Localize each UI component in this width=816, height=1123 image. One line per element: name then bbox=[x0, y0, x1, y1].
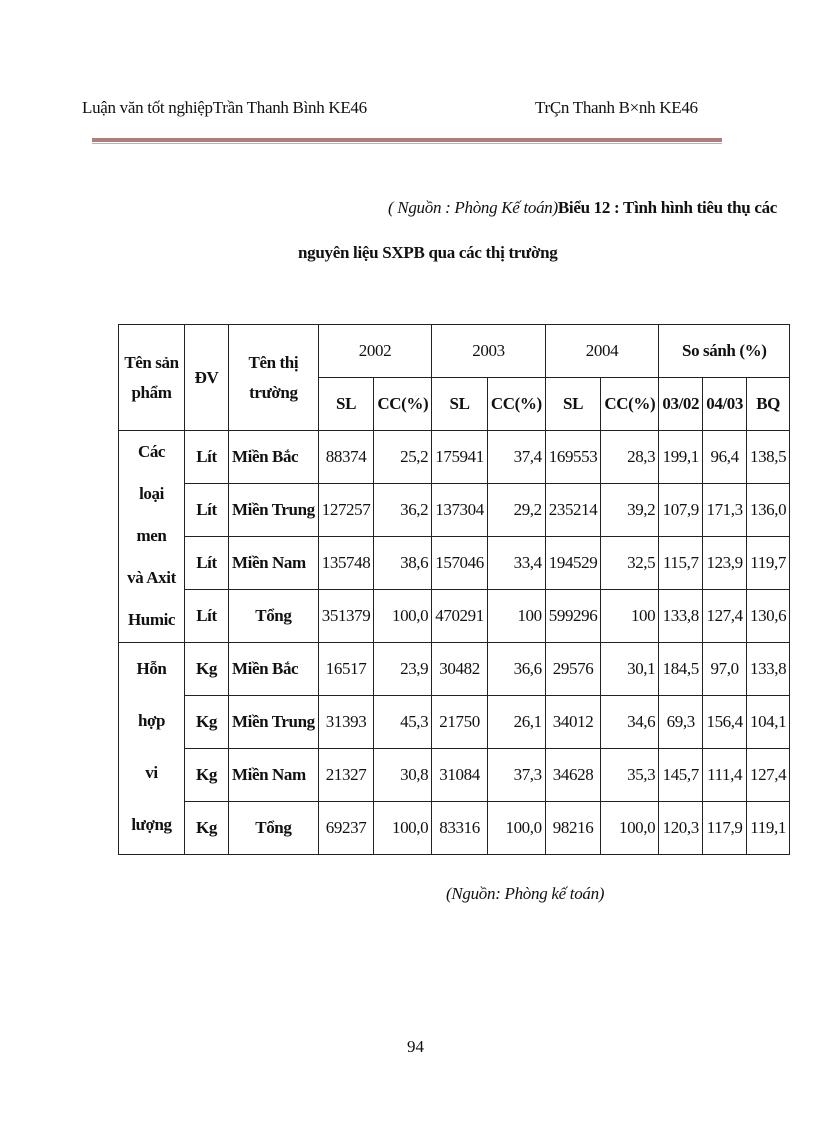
value-cell: 171,3 bbox=[703, 484, 747, 537]
value-cell: 145,7 bbox=[659, 749, 703, 802]
market-cell: Tổng bbox=[229, 590, 319, 643]
value-cell: 127,4 bbox=[703, 590, 747, 643]
value-cell: 100,0 bbox=[374, 802, 432, 855]
value-cell: 36,2 bbox=[374, 484, 432, 537]
value-cell: 138,5 bbox=[746, 431, 789, 484]
unit-cell: Kg bbox=[185, 643, 229, 696]
value-cell: 194529 bbox=[545, 537, 601, 590]
value-cell: 133,8 bbox=[746, 643, 789, 696]
value-cell: 133,8 bbox=[659, 590, 703, 643]
market-cell: Miền Bắc bbox=[229, 643, 319, 696]
unit-cell: Kg bbox=[185, 749, 229, 802]
product-name-line: vi bbox=[145, 763, 158, 782]
table-row bbox=[119, 696, 790, 749]
value-cell: 98216 bbox=[545, 802, 601, 855]
sales-table bbox=[118, 324, 790, 855]
value-cell: 97,0 bbox=[703, 643, 747, 696]
value-cell: 30482 bbox=[432, 643, 488, 696]
header-sl-2002: SL bbox=[318, 378, 374, 431]
value-cell: 470291 bbox=[432, 590, 488, 643]
value-cell: 120,3 bbox=[659, 802, 703, 855]
caption-source: ( Nguồn : Phòng Kế toán) bbox=[388, 198, 558, 217]
value-cell: 30,1 bbox=[601, 643, 659, 696]
product-name-line: lượng bbox=[131, 815, 172, 834]
product-name-line: Humic bbox=[127, 610, 176, 629]
market-cell: Miền Nam bbox=[229, 749, 319, 802]
product-name-line: loại bbox=[139, 484, 164, 503]
product-name-line: Hỗn bbox=[136, 659, 167, 678]
value-cell: 169553 bbox=[545, 431, 601, 484]
unit-cell: Kg bbox=[185, 696, 229, 749]
unit-cell: Lít bbox=[185, 484, 229, 537]
value-cell: 100,0 bbox=[374, 590, 432, 643]
product-group-name bbox=[119, 643, 185, 855]
value-cell: 37,3 bbox=[487, 749, 545, 802]
value-cell: 117,9 bbox=[703, 802, 747, 855]
value-cell: 175941 bbox=[432, 431, 488, 484]
value-cell: 199,1 bbox=[659, 431, 703, 484]
value-cell: 100,0 bbox=[487, 802, 545, 855]
value-cell: 104,1 bbox=[746, 696, 789, 749]
header-unit: ĐV bbox=[185, 325, 229, 431]
market-cell: Miền Trung bbox=[229, 484, 319, 537]
table-row bbox=[119, 643, 790, 696]
value-cell: 119,1 bbox=[746, 802, 789, 855]
header-sl-2003: SL bbox=[432, 378, 488, 431]
table-row bbox=[119, 484, 790, 537]
market-cell: Tổng bbox=[229, 802, 319, 855]
value-cell: 100 bbox=[601, 590, 659, 643]
table-row bbox=[119, 431, 790, 484]
header-compare-bq: BQ bbox=[746, 378, 789, 431]
value-cell: 137304 bbox=[432, 484, 488, 537]
page-number: 94 bbox=[407, 1037, 424, 1056]
value-cell: 16517 bbox=[318, 643, 374, 696]
value-cell: 69,3 bbox=[659, 696, 703, 749]
value-cell: 100,0 bbox=[601, 802, 659, 855]
unit-cell: Kg bbox=[185, 802, 229, 855]
table-caption-line2: nguyên liệu SXPB qua các thị trường bbox=[298, 243, 558, 262]
value-cell: 29,2 bbox=[487, 484, 545, 537]
value-cell: 111,4 bbox=[703, 749, 747, 802]
value-cell: 69237 bbox=[318, 802, 374, 855]
header-year-2004: 2004 bbox=[545, 325, 659, 378]
value-cell: 28,3 bbox=[601, 431, 659, 484]
product-name-line: men bbox=[136, 526, 167, 545]
value-cell: 32,5 bbox=[601, 537, 659, 590]
table-row bbox=[119, 802, 790, 855]
product-name-line: Các bbox=[137, 442, 166, 461]
value-cell: 157046 bbox=[432, 537, 488, 590]
value-cell: 38,6 bbox=[374, 537, 432, 590]
header-product: Tên sản phẩm bbox=[119, 325, 185, 431]
value-cell: 156,4 bbox=[703, 696, 747, 749]
source-note: (Nguồn: Phòng kế toán) bbox=[446, 884, 605, 903]
value-cell: 100 bbox=[487, 590, 545, 643]
table-row bbox=[119, 537, 790, 590]
header-cc-2003: CC(%) bbox=[487, 378, 545, 431]
market-cell: Miền Bắc bbox=[229, 431, 319, 484]
value-cell: 21327 bbox=[318, 749, 374, 802]
value-cell: 136,0 bbox=[746, 484, 789, 537]
value-cell: 135748 bbox=[318, 537, 374, 590]
value-cell: 34,6 bbox=[601, 696, 659, 749]
header-compare-03-02: 03/02 bbox=[659, 378, 703, 431]
header-right-text: TrÇn Thanh B×nh KE46 bbox=[535, 98, 698, 117]
product-group-name bbox=[119, 431, 185, 643]
value-cell: 235214 bbox=[545, 484, 601, 537]
table-body bbox=[119, 431, 790, 855]
market-cell: Miền Trung bbox=[229, 696, 319, 749]
table-header-row-1 bbox=[119, 325, 790, 378]
value-cell: 127257 bbox=[318, 484, 374, 537]
value-cell: 31084 bbox=[432, 749, 488, 802]
value-cell: 33,4 bbox=[487, 537, 545, 590]
value-cell: 83316 bbox=[432, 802, 488, 855]
unit-cell: Lít bbox=[185, 431, 229, 484]
value-cell: 37,4 bbox=[487, 431, 545, 484]
value-cell: 123,9 bbox=[703, 537, 747, 590]
value-cell: 107,9 bbox=[659, 484, 703, 537]
product-name-line: hợp bbox=[137, 711, 166, 730]
table-row bbox=[119, 749, 790, 802]
table-caption-line1 bbox=[388, 198, 777, 218]
header-compare-04-03: 04/03 bbox=[703, 378, 747, 431]
value-cell: 29576 bbox=[545, 643, 601, 696]
value-cell: 25,2 bbox=[374, 431, 432, 484]
market-cell: Miền Nam bbox=[229, 537, 319, 590]
value-cell: 45,3 bbox=[374, 696, 432, 749]
header-cc-2004: CC(%) bbox=[601, 378, 659, 431]
caption-title-part1: Biểu 12 : Tình hình tiêu thụ các bbox=[557, 198, 778, 217]
header-market: Tên thị trường bbox=[229, 325, 319, 431]
value-cell: 26,1 bbox=[487, 696, 545, 749]
header-sl-2004: SL bbox=[545, 378, 601, 431]
value-cell: 36,6 bbox=[487, 643, 545, 696]
header-year-2002: 2002 bbox=[318, 325, 432, 378]
header-cc-2002: CC(%) bbox=[374, 378, 432, 431]
value-cell: 184,5 bbox=[659, 643, 703, 696]
value-cell: 39,2 bbox=[601, 484, 659, 537]
unit-cell: Lít bbox=[185, 590, 229, 643]
value-cell: 35,3 bbox=[601, 749, 659, 802]
unit-cell: Lít bbox=[185, 537, 229, 590]
value-cell: 115,7 bbox=[659, 537, 703, 590]
header-compare: So sánh (%) bbox=[659, 325, 790, 378]
value-cell: 34628 bbox=[545, 749, 601, 802]
value-cell: 599296 bbox=[545, 590, 601, 643]
header-left-text: Luận văn tốt nghiệpTrần Thanh Bình KE46 bbox=[82, 98, 367, 117]
table-row bbox=[119, 590, 790, 643]
value-cell: 21750 bbox=[432, 696, 488, 749]
value-cell: 23,9 bbox=[374, 643, 432, 696]
value-cell: 30,8 bbox=[374, 749, 432, 802]
value-cell: 96,4 bbox=[703, 431, 747, 484]
value-cell: 31393 bbox=[318, 696, 374, 749]
value-cell: 34012 bbox=[545, 696, 601, 749]
product-name-line: và Axit bbox=[127, 568, 176, 587]
header-rule-thin bbox=[92, 143, 722, 144]
header-rule bbox=[92, 138, 722, 142]
value-cell: 130,6 bbox=[746, 590, 789, 643]
header-year-2003: 2003 bbox=[432, 325, 546, 378]
value-cell: 88374 bbox=[318, 431, 374, 484]
value-cell: 127,4 bbox=[746, 749, 789, 802]
value-cell: 351379 bbox=[318, 590, 374, 643]
value-cell: 119,7 bbox=[746, 537, 789, 590]
